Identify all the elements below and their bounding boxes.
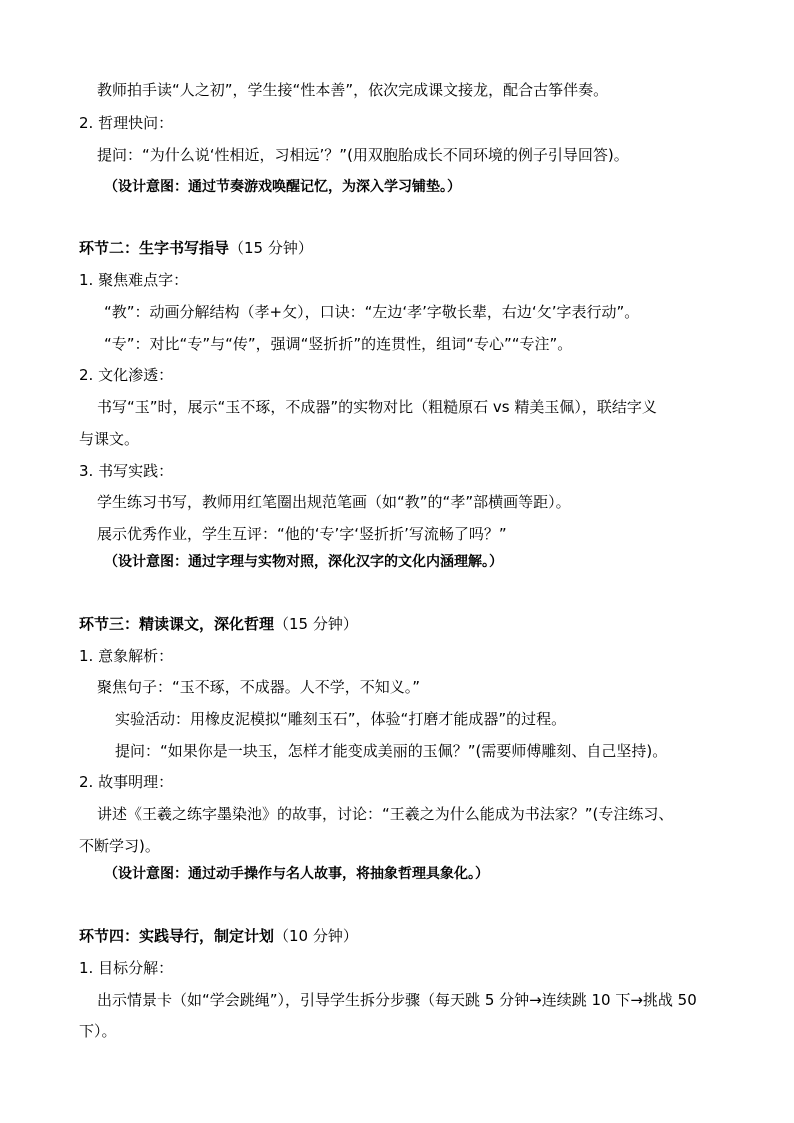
- text-line: 提问：“如果你是一块玉，怎样才能变成美丽的玉佩？”(需要师傅雕刻、自己坚持)。: [115, 742, 668, 760]
- text-line: 教师拍手读“人之初”，学生接“性本善”，依次完成课文接龙，配合古筝伴奏。: [97, 81, 609, 99]
- text-line: 下）。: [79, 1022, 117, 1040]
- text-line: 学生练习书写，教师用红笔圈出规范笔画（如“教”的“孝”部横画等距）。: [97, 493, 571, 511]
- section-title: 环节三：精读课文，深化哲理: [79, 615, 275, 633]
- design-intent-note: （设计意图：通过节奏游戏唤醒记忆，为深入学习铺垫。）: [104, 179, 461, 195]
- section-duration: （15 分钟）: [229, 239, 313, 257]
- list-item-heading: 1. 意象解析：: [79, 647, 174, 665]
- list-item-heading: 1. 聚焦难点字：: [79, 271, 189, 289]
- text-line: 不断学习)。: [79, 837, 160, 855]
- text-line: 与课文。: [79, 430, 140, 448]
- text-line: 出示情景卡（如“学会跳绳”），引导学生拆分步骤（每天跳 5 分钟→连续跳 10 下→挑战 50: [97, 991, 697, 1009]
- text-line: 讲述《王羲之练字墨染池》的故事，讨论：“王羲之为什么能成为书法家？”(专注练习、: [97, 805, 674, 823]
- section-heading: [79, 614, 358, 634]
- text-line: 聚焦句子：“玉不琢，不成器。人不学，不知义。”: [97, 678, 421, 696]
- list-item-heading: 1. 目标分解：: [79, 959, 174, 977]
- text-line: 展示优秀作业，学生互评：“他的‘专’字‘竖折折’写流畅了吗？”: [97, 525, 507, 543]
- list-item-heading: 2. 故事明理：: [79, 773, 174, 791]
- section-duration: （10 分钟）: [274, 927, 358, 945]
- list-item-heading: 2. 哲理快问：: [79, 114, 174, 132]
- text-line: 书写“玉”时，展示“玉不琢，不成器”的实物对比（粗糙原石 vs 精美玉佩），联结字义: [97, 398, 657, 416]
- section-duration: （15 分钟）: [274, 615, 358, 633]
- section-heading: [79, 238, 313, 258]
- text-line: “教”：动画分解结构（孝+攵），口诀：“左边‘孝’字敬长辈，右边‘攵’字表行动”。: [104, 303, 640, 321]
- text-line: 实验活动：用橡皮泥模拟“雕刻玉石”，体验“打磨才能成器”的过程。: [115, 710, 567, 728]
- list-item-heading: 2. 文化渗透：: [79, 366, 174, 384]
- section-heading: [79, 926, 358, 946]
- text-line: 提问：“为什么说‘性相近，习相远’？”(用双胞胎成长不同环境的例子引导回答)。: [97, 146, 629, 164]
- text-line: “专”：对比“专”与“传”，强调“竖折折”的连贯性，组词“专心”“专注”。: [104, 335, 573, 353]
- section-title: 环节四：实践导行，制定计划: [79, 927, 275, 945]
- list-item-heading: 3. 书写实践：: [79, 462, 174, 480]
- section-title: 环节二：生字书写指导: [79, 239, 230, 257]
- design-intent-note: （设计意图：通过字理与实物对照，深化汉字的文化内涵理解。）: [104, 554, 503, 570]
- design-intent-note: （设计意图：通过动手操作与名人故事，将抽象哲理具象化。）: [104, 866, 489, 882]
